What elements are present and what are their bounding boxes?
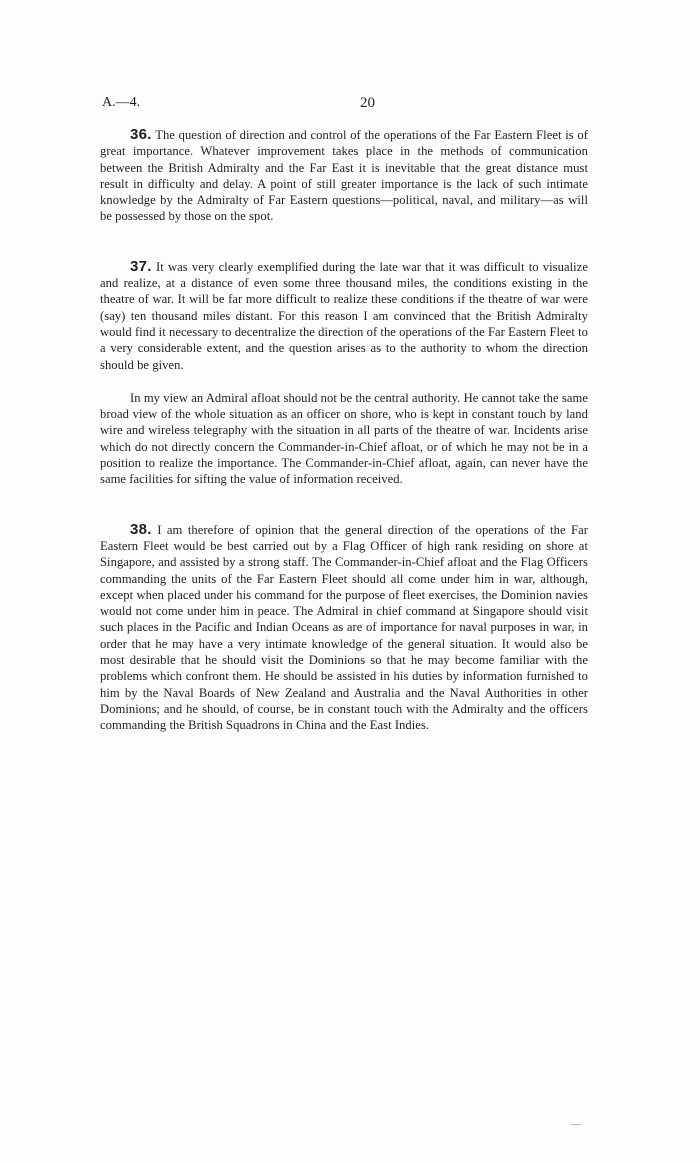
paragraph-38 (100, 522, 588, 734)
paragraph-number: 37. (130, 257, 152, 275)
paragraph-text: I am therefore of opinion that the general direction of the operations of the Far Eastern Fleet would be best carried out by a Flag Officer of high rank residing on shore at Singapore, and assisted by a strong staff. The Commander-in-Chief afloat and the Flag Officers commanding the units of the Far Eastern Fleet should all come under him in war, although, except when placed under his command for the purpose of fleet exercises, the Dominion navies would not come under him in peace. The Admiral in chief command at Singapore should visit such places in the Pacific and Indian Oceans as are of importance for naval purposes in war, in order that he may have a very intimate knowledge of the general situation. It would also be most desirable that he should visit the Dominions so that he may become familiar with the problems which confront them. He should be assisted in his duties by information furnished to him by the Naval Boards of New Zealand and Australia and the Naval Authorities in other Dominions; and he should, of course, be in constant touch with the Admiralty and the officers commanding the British Squadrons in China and the East Indies. (100, 522, 588, 733)
paragraph-number: 36. (130, 126, 152, 143)
paragraph-text: In my view an Admiral afloat should not be the central authority. He cannot take the same broad view of the whole situation as an officer on shore, who is kept in constant touch by land wire and wireless telegraphy with the situation in all parts of the theatre of war. Incidents arise which do not directly concern the Commander-in-Chief afloat, or of which he may not be in a position to realize the importance. The Commander-in-Chief afloat, again, can never have the same facilities for sifting the value of information received. (100, 390, 588, 487)
page-number: 20 (360, 95, 375, 111)
paragraph-spacer (100, 373, 588, 390)
document-reference: A.—4. (102, 95, 141, 110)
page-footer-mark (571, 1124, 581, 1125)
paragraph-36 (100, 127, 588, 225)
paragraph-spacer (100, 225, 588, 259)
paragraph-text: The question of direction and control of the operations of the Far Eastern Fleet is of great importance. Whatever improvement takes place in the methods of communication between the British Admiralty and the Far East it is inevitable that the great distance must result in difficulty and delay. A point of still greater importance is the lack of such intimate knowledge by the Admiralty of Far Eastern questions—political, naval, and military—as will be possessed by those on the spot. (100, 128, 588, 224)
paragraph-number: 38. (130, 520, 152, 538)
paragraph-37 (100, 259, 588, 373)
paragraph-spacer (100, 488, 588, 522)
page-header (102, 95, 602, 115)
paragraph-text: It was very clearly exemplified during the late war that it was difficult to visualize and realize, at a distance of even some three thousand miles, the conditions existing in the theatre of war. It will be far more difficult to realize these conditions if the theatre of war were (say) ten thousand miles distant. For this reason I am convinced that the British Admiralty would find it necessary to decentralize the direction of the operations of the Far Eastern Fleet to a very considerable extent, and the question arises as to the authority to whom the direction should be given. (100, 259, 589, 372)
paragraph-37-continued (100, 390, 588, 488)
document-body (100, 127, 588, 734)
